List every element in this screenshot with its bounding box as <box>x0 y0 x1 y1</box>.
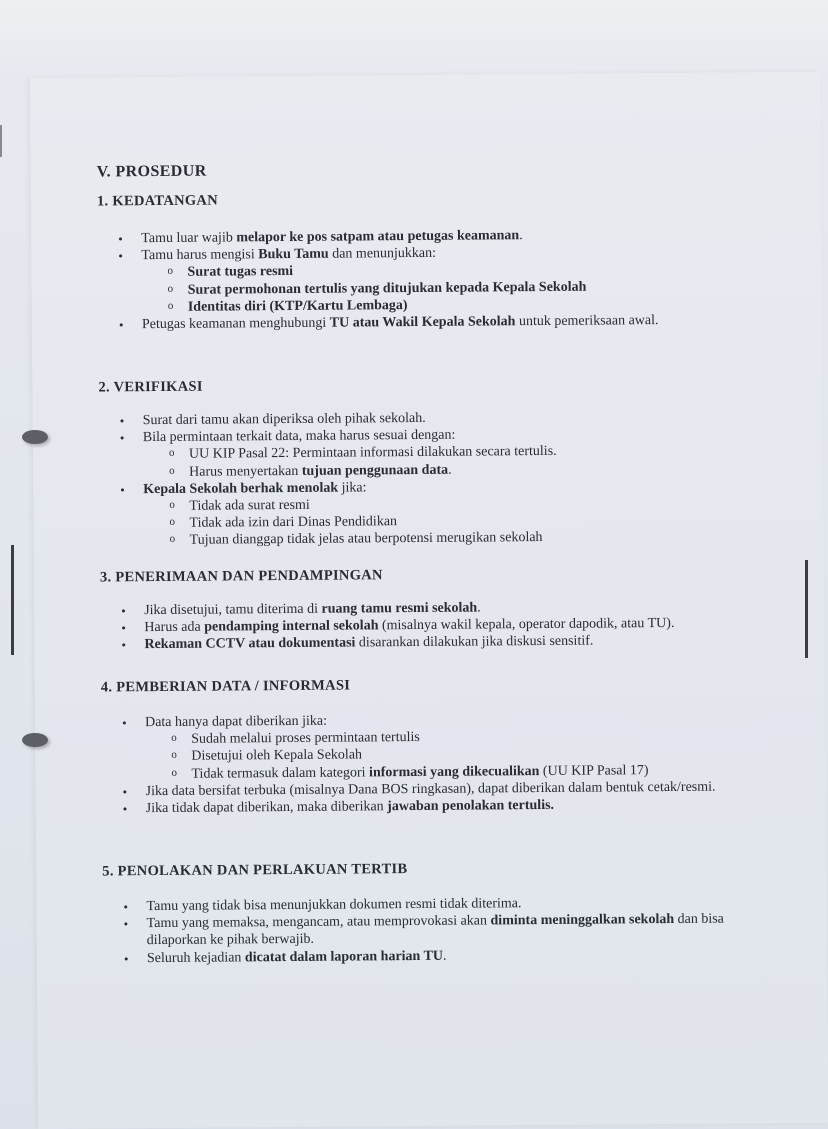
bold-text: Identitas diri (KTP/Kartu Lembaga) <box>187 297 408 315</box>
bold-text: informasi yang dikecualikan <box>368 763 540 780</box>
section-list <box>100 597 780 654</box>
bold-text: Kepala Sekolah berhak menolak <box>143 480 339 497</box>
item-text: Seluruh kejadian <box>146 949 245 966</box>
item-text: Tamu yang memaksa, mengancam, atau memprovokasi akan <box>146 913 491 932</box>
item-text: Harus ada <box>144 619 205 636</box>
section-pemberian-data <box>101 674 782 863</box>
section-list <box>102 893 783 967</box>
list-item <box>103 910 783 950</box>
item-text: UU KIP Pasal 22: Permintaan informasi dilakukan secara tertulis. <box>188 444 557 463</box>
binder-edge-top-left <box>0 125 2 157</box>
item-text: Tidak ada surat resmi <box>189 497 310 514</box>
item-text: . <box>442 948 447 964</box>
item-text: Surat dari tamu akan diperiksa oleh pihak sekolah. <box>142 410 426 429</box>
item-text: Sudah melalui proses permintaan tertulis <box>191 730 420 747</box>
item-text: Tamu harus mengisi <box>141 247 259 264</box>
bold-text: Rekaman CCTV atau dokumentasi <box>144 635 356 653</box>
section-penerimaan <box>100 564 781 679</box>
binder-edge-left <box>11 545 14 655</box>
item-text: . <box>477 600 481 616</box>
section-list <box>101 709 782 818</box>
bold-text: melapor ke pos satpam atau petugas keamanan <box>236 228 520 246</box>
bold-text: TU atau Wakil Kepala Sekolah <box>329 314 516 331</box>
item-text: Tujuan dianggap tidak jelas atau berpotensi merugikan sekolah <box>189 530 543 549</box>
item-text: Harus menyertakan <box>189 463 302 480</box>
item-text: Tidak ada izin dari Dinas Pendidikan <box>189 514 398 531</box>
document-title: V. PROSEDUR <box>96 162 207 181</box>
bold-text: ruang tamu resmi sekolah <box>321 600 478 617</box>
item-text: Jika disetujui, tamu diterima di <box>144 601 322 619</box>
document-page <box>30 72 828 1129</box>
section-penolakan <box>102 858 783 967</box>
bold-text: diminta meninggalkan sekolah <box>490 912 675 929</box>
punch-hole <box>22 430 48 444</box>
item-text: untuk pemeriksaan awal. <box>515 313 659 330</box>
document-content <box>97 158 783 967</box>
item-text: dan bisa dilaporkan ke pihak berwajib. <box>146 911 724 949</box>
section-heading: 5. PENOLAKAN DAN PERLAKUAN TERTIB <box>102 861 408 880</box>
item-text: dan menunjukkan: <box>328 246 437 262</box>
bold-text: Surat permohonan tertulis yang ditujukan kepada Kepala Sekolah <box>187 279 587 298</box>
item-text: Petugas keamanan menghubungi <box>141 315 330 333</box>
bold-text: Surat tugas resmi <box>187 264 294 281</box>
section-heading: 2. VERIFIKASI <box>98 378 203 396</box>
section-kedatangan <box>97 188 778 379</box>
item-text: Data hanya dapat diberikan jika: <box>145 713 328 731</box>
item-text: Disetujui oleh Kepala Sekolah <box>191 747 363 765</box>
section-list <box>97 225 778 334</box>
bold-text: dicatat dalam laporan harian TU <box>244 948 444 965</box>
item-text: Tamu luar wajib <box>141 230 237 247</box>
bold-text: Buku Tamu <box>258 246 329 263</box>
bold-text: jawaban penolakan tertulis. <box>387 797 555 815</box>
item-text: Jika data bersifat terbuka (misalnya Dana BOS ringkasan), dapat diberikan dalam bentuk cetak/resmi. <box>145 779 716 799</box>
item-text: disarankan dilakukan jika diskusi sensitif. <box>355 633 594 651</box>
binder-edge-right <box>805 560 808 658</box>
item-text: Tamu yang tidak bisa menunjukkan dokumen resmi tidak diterima. <box>146 896 522 915</box>
item-text: . <box>519 228 523 244</box>
item-text: jika: <box>338 480 367 496</box>
punch-hole <box>22 733 48 747</box>
bold-text: pendamping internal sekolah <box>204 618 379 635</box>
item-text: Jika tidak dapat diberikan, maka diberikan <box>145 799 388 817</box>
item-text: . <box>448 462 452 478</box>
item-text: Bila permintaan terkait data, maka harus sesuai dengan: <box>142 427 456 446</box>
item-text: (UU KIP Pasal 17) <box>539 762 649 779</box>
item-text: Tidak termasuk dalam kategori <box>191 764 370 782</box>
section-verifikasi <box>98 374 779 569</box>
section-list <box>99 407 780 550</box>
section-heading: 1. KEDATANGAN <box>96 192 219 210</box>
section-heading: 4. PEMBERIAN DATA / INFORMASI <box>100 677 351 696</box>
section-heading: 3. PENERIMAAN DAN PENDAMPINGAN <box>99 567 383 586</box>
item-text: (misalnya wakil kepala, operator dapodik, atau TU). <box>378 616 675 634</box>
bold-text: tujuan penggunaan data <box>301 462 449 479</box>
